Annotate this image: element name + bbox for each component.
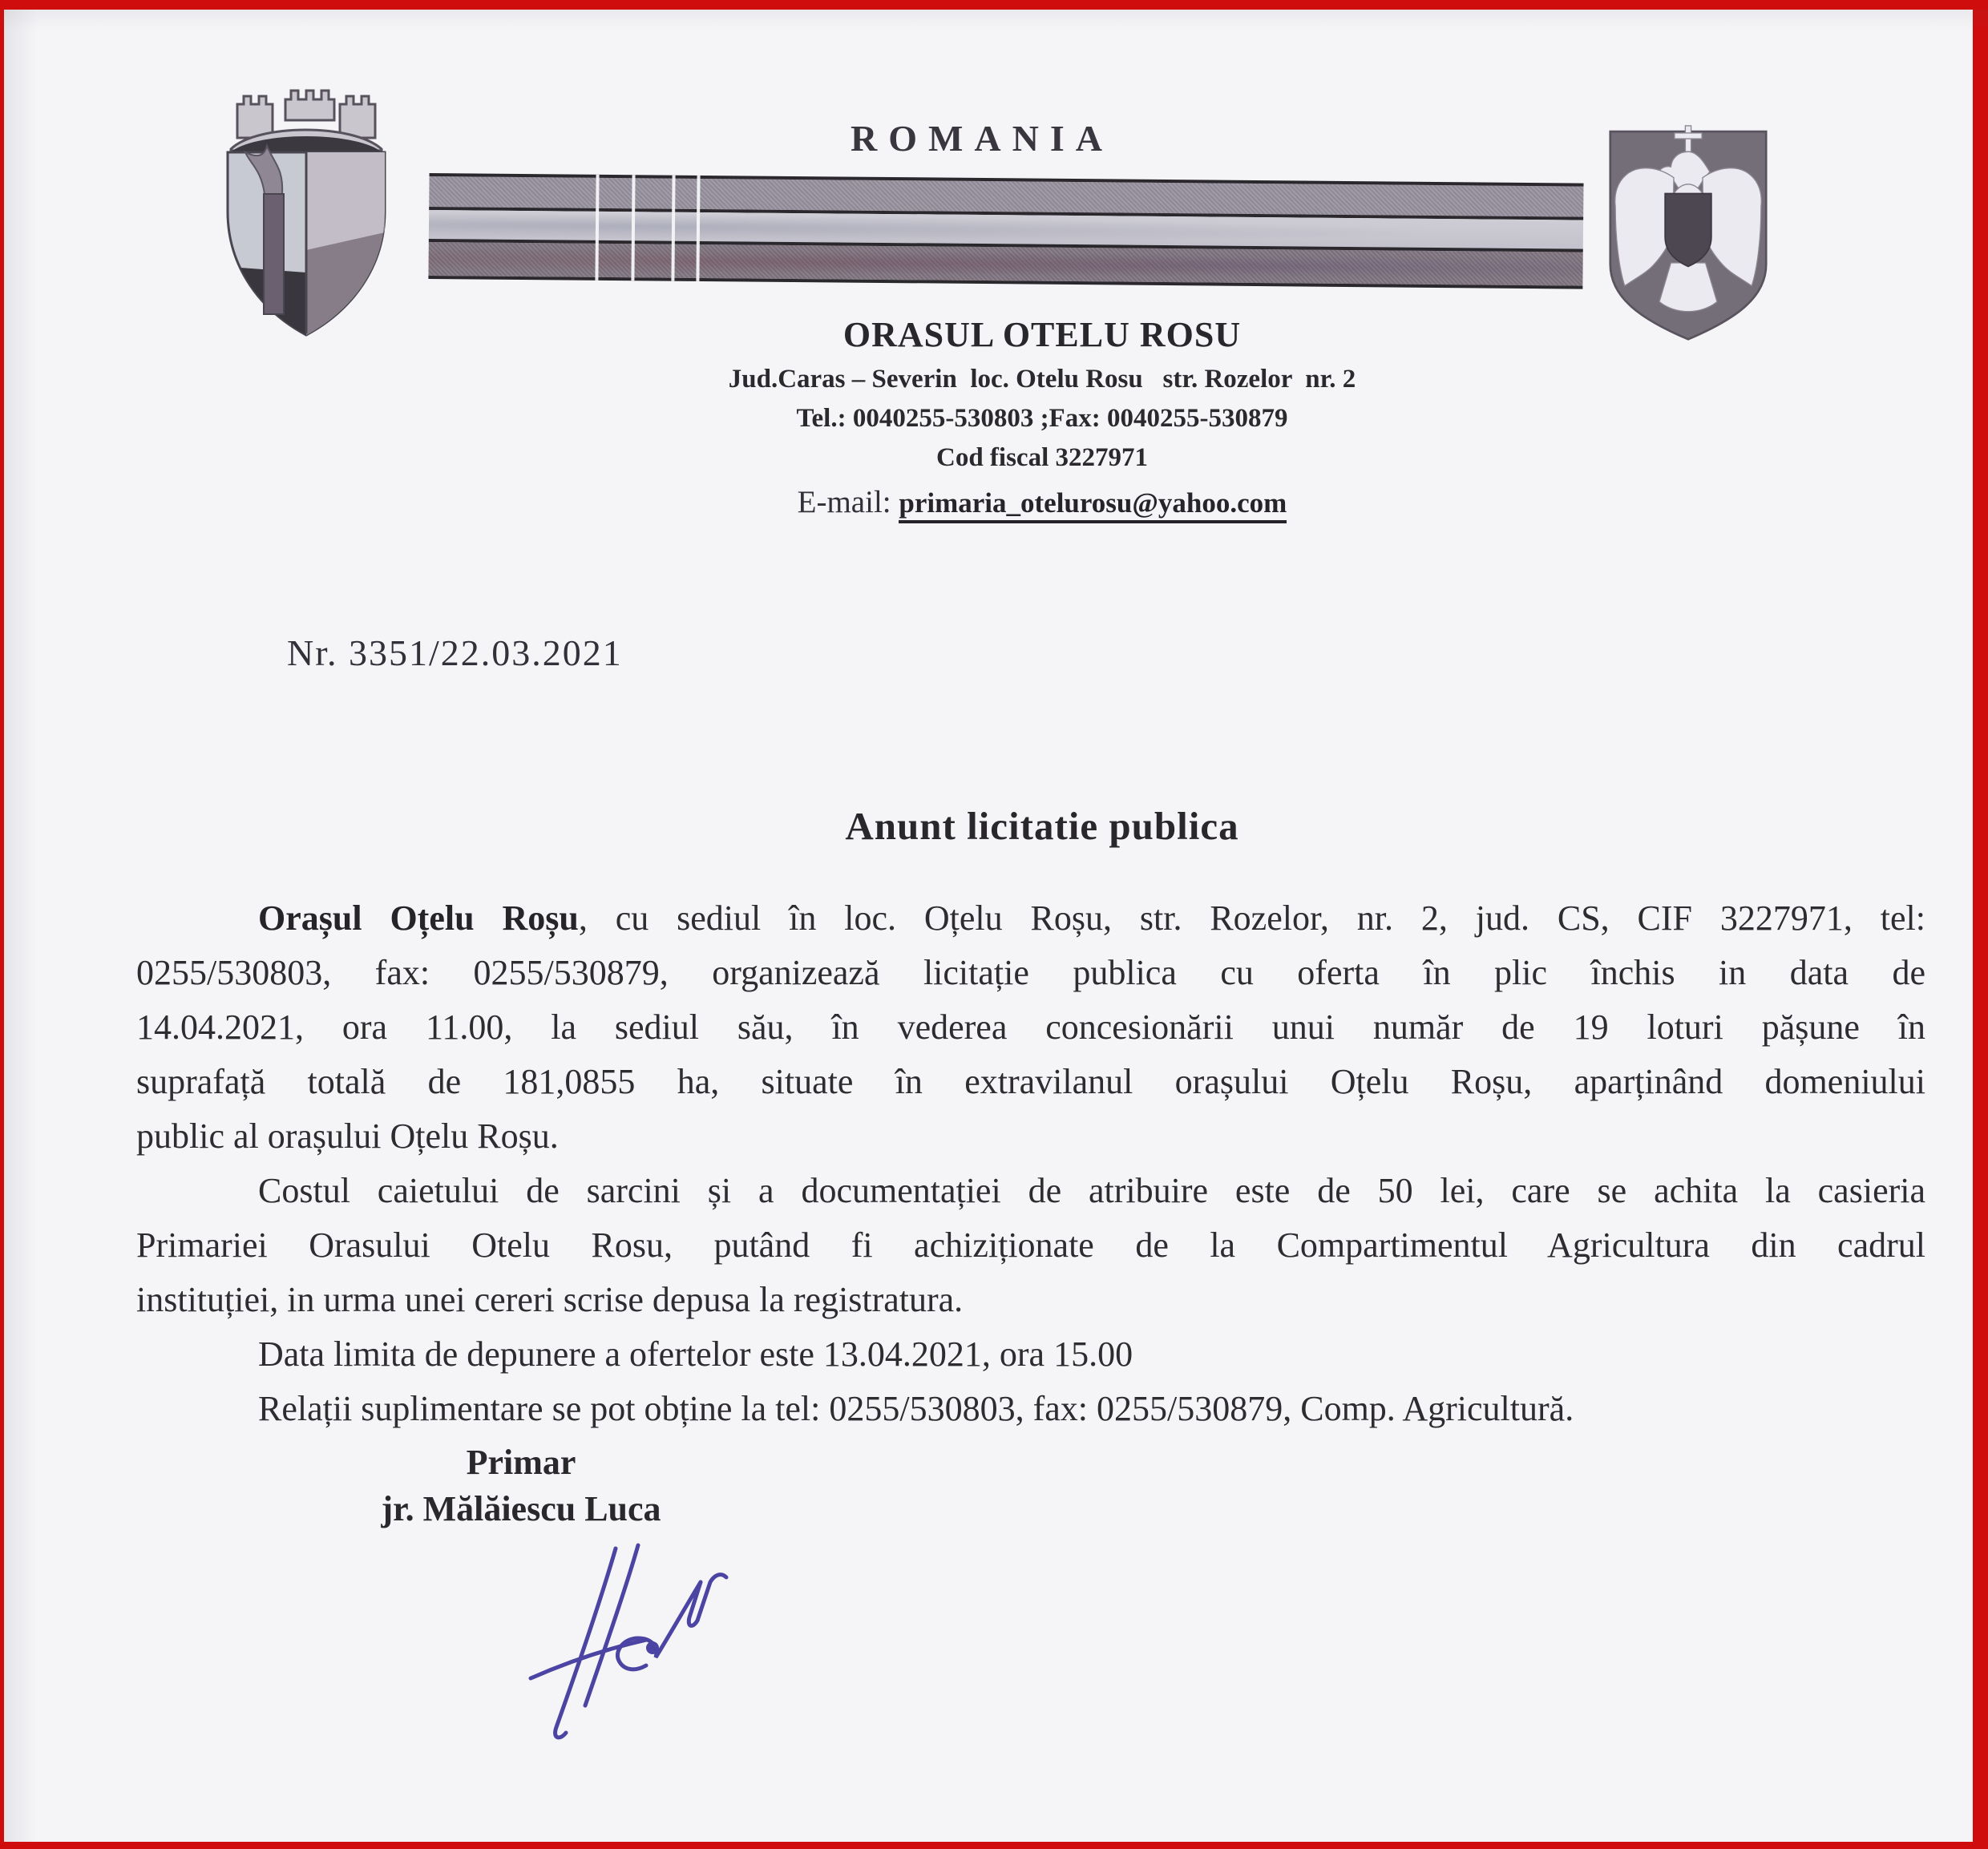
email-row (417, 484, 1667, 520)
otelu-rosu-coat-of-arms (213, 74, 399, 347)
signer-name: jr. Mălăiescu Luca (381, 1489, 661, 1528)
body-line: Relații suplimentare se pot obține la tel: 0255/530803, fax: 0255/530879, Comp. Agricultură. (258, 1389, 1574, 1428)
email-label: E-mail: (797, 485, 899, 519)
body-line: suprafață totală de 181,0855 ha, situate în extravilanul orașului Oțelu Roșu, aparținând domeniului (136, 1062, 1925, 1101)
body-line: public al orașului Oțelu Roșu. (136, 1116, 559, 1156)
signature-block (281, 1439, 762, 1532)
body-line: 0255/530803, fax: 0255/530879, organizează licitație publica cu oferta în plic închis in data de (136, 953, 1925, 992)
handwritten-signature (481, 1540, 818, 1761)
body-line: Costul caietului de sarcini și a documentației de atribuire este de 50 lei, care se achita la casieria (258, 1171, 1925, 1210)
body-line: Primariei Orasului Otelu Rosu, putând fi achiziționate de la Compartimentul Agricultura din cadrul (136, 1225, 1925, 1265)
email-address: primaria_otelurosu@yahoo.com (899, 487, 1287, 523)
scan-border-right (1973, 0, 1988, 1849)
signer-role: Primar (466, 1443, 576, 1482)
document-title: Anunt licitatie publica (845, 804, 1239, 848)
phone-fax-line: Tel.: 0040255-530803 ;Fax: 0040255-530879 (796, 404, 1288, 433)
signature-icon (481, 1540, 818, 1757)
registration-number: Nr. 3351/22.03.2021 (287, 632, 623, 673)
address-line: Jud.Caras – Severin loc. Otelu Rosu str. Rozelor nr. 2 (728, 365, 1356, 394)
body-line: 14.04.2021, ora 11.00, la sediul său, în vederea concesionării unui număr de 19 loturi pășune în (136, 1007, 1925, 1047)
body-line: instituției, in urma unei cereri scrise depusa la registratura. (136, 1280, 964, 1319)
letterhead (417, 314, 1667, 520)
scan-border-bottom (0, 1842, 1988, 1849)
organization-name: ORASUL OTELU ROSU (842, 315, 1242, 354)
city-crest-icon (213, 74, 399, 343)
flag-band (428, 173, 1583, 289)
body-line: Data limita de depunere a ofertelor este 13.04.2021, ora 15.00 (258, 1334, 1133, 1374)
scan-border-top (0, 0, 1988, 10)
scan-edge-shadow (4, 10, 38, 1842)
country-title: ROMANIA (851, 118, 1113, 159)
fiscal-code-line: Cod fiscal 3227971 (936, 443, 1148, 472)
body-line: Orașul Oțelu Roșu, cu sediul în loc. Oțelu Roșu, str. Rozelor, nr. 2, jud. CS, CIF 3227971, tel: (258, 898, 1926, 938)
announcement-body (136, 891, 1925, 1436)
scan-top-shadow (0, 10, 1988, 30)
